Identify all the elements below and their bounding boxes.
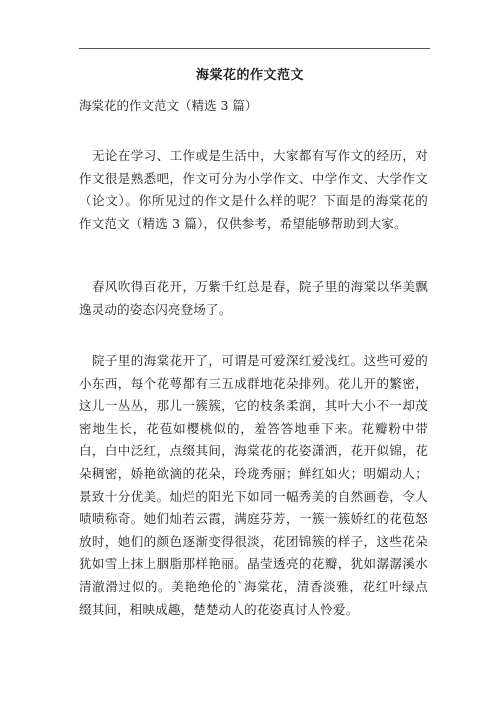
document-subtitle: 海棠花的作文范文（精选 3 篇） (79, 98, 258, 113)
paragraph-spring: 春风吹得百花开，万紫千红总是春，院子里的海棠以华美飘逸灵动的姿态闪亮登场了。 (79, 279, 428, 317)
paragraph-intro: 无论在学习、工作或是生活中，大家都有写作文的经历，对作文很是熟悉吧，作文可分为小学作文、中学作文、大学作文（论文）。你所见过的作文是什么样的呢？下面是的海棠花的作文范文（精选 3 篇），仅供参考，希望能够帮助到大家。 (79, 148, 428, 231)
header-rule (79, 48, 430, 49)
paragraph-begonia: 院子里的海棠花开了，可谓是可爱深红爱浅红。这些可爱的小东西，每个花萼都有三五成群地花朵排列。花儿开的繁密，这儿一丛丛，那儿一簇簇，它的枝条柔润，其叶大小不一却茂密地生长，花苞如樱桃似的，羞答答地垂下来。花瓣粉中带白，白中泛红，点缀其间，海棠花的花姿潇洒，花开似锦，花朵稠密，娇艳欲滴的花朵，玲珑秀丽；鲜红如火；明媚动人；景致十分优美。灿烂的阳光下如同一幅秀美的自然画卷，令人啧啧称奇。她们灿若云霞，满庭芬芳，一簇一簇娇红的花苞怒放时，她们的颜色逐渐变得很淡，花团锦簇的样子，这些花朵犹如雪上抹上胭脂那样艳丽。晶莹透亮的花瓣，犹如潺潺溪水清澈滑过似的。美艳绝伦的`海棠花，清香淡雅，花红叶绿点缀其间，相映成趣，楚楚动人的花姿真讨人怜爱。 (79, 353, 428, 617)
document-title: 海棠花的作文范文 (195, 68, 304, 83)
